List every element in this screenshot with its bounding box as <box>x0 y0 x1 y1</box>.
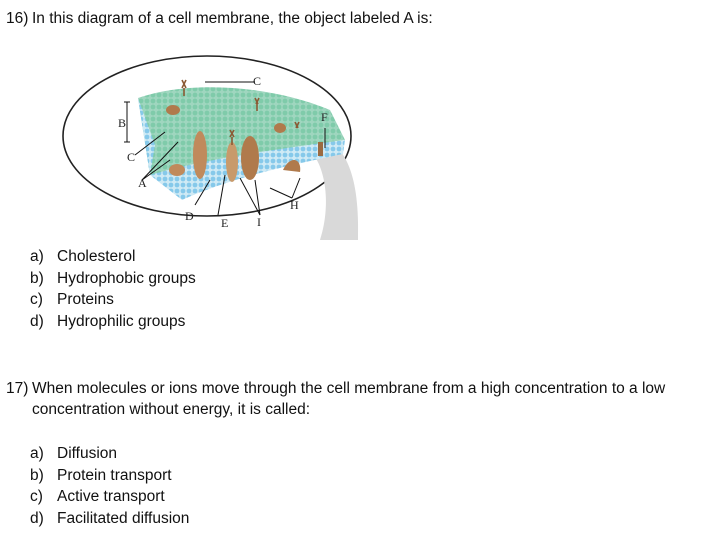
option-b[interactable]: b) Protein transport <box>30 466 172 484</box>
option-b[interactable]: b) Hydrophobic groups <box>30 269 196 287</box>
protein <box>226 142 238 182</box>
label-a: A <box>138 176 147 190</box>
cell-membrane-diagram <box>60 50 365 245</box>
label-b: B <box>118 116 127 130</box>
label-f: F <box>321 110 328 124</box>
option-a[interactable]: a) Cholesterol <box>30 248 136 265</box>
question-text-line2: concentration without energy, it is called: <box>32 401 311 418</box>
question-16-options <box>30 246 196 332</box>
protein <box>166 105 180 115</box>
option-a[interactable]: a) Diffusion <box>30 445 118 462</box>
option-c[interactable]: c) Proteins <box>30 291 114 309</box>
label-c-top: C <box>253 74 262 88</box>
label-i: I <box>257 215 261 229</box>
question-number: 16) <box>6 10 29 27</box>
question-text-line1: When molecules or ions move through the cell membrane from a high concentration to a low <box>32 380 666 397</box>
protein <box>274 123 286 133</box>
option-d[interactable]: d) Facilitated diffusion <box>30 509 190 527</box>
label-h: H <box>290 198 299 212</box>
question-17-options <box>30 443 189 529</box>
question-17 <box>6 378 706 420</box>
protein <box>193 131 207 179</box>
label-d: D <box>185 209 194 223</box>
protein <box>241 136 259 180</box>
label-c: C <box>127 150 136 164</box>
protein <box>318 142 323 156</box>
question-16 <box>6 8 433 29</box>
option-c[interactable]: c) Active transport <box>30 488 165 506</box>
option-d[interactable]: d) Hydrophilic groups <box>30 312 186 330</box>
question-text: In this diagram of a cell membrane, the object labeled A is: <box>32 10 433 27</box>
question-number: 17) <box>6 380 29 397</box>
label-e: E <box>221 216 229 230</box>
protein <box>169 164 185 176</box>
